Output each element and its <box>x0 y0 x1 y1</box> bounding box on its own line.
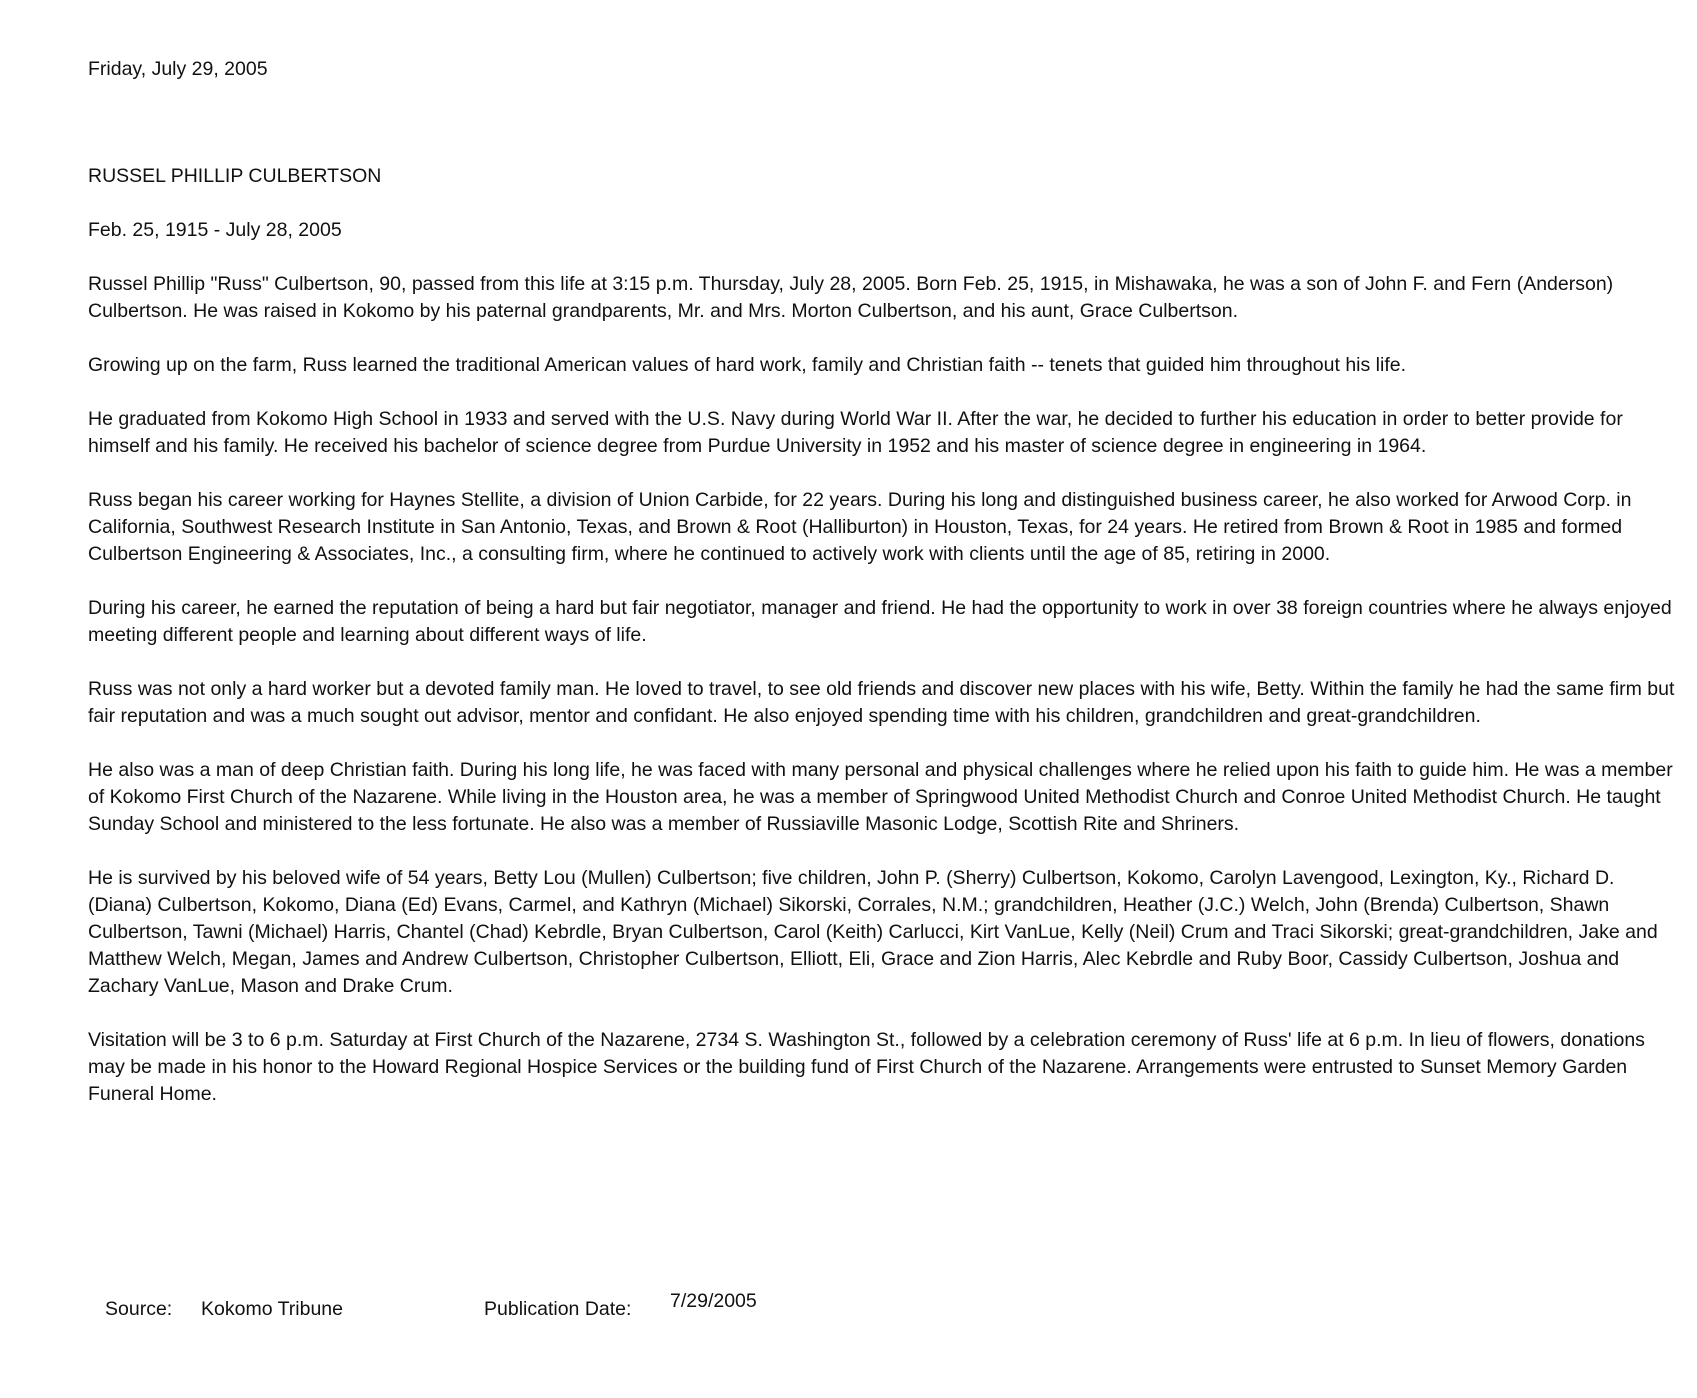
obituary-document <box>88 56 1678 1108</box>
obituary-paragraph-upbringing: Growing up on the farm, Russ learned the traditional American values of hard work, family and Christian faith -- tenets that guided him throughout his life. <box>88 354 1407 376</box>
obituary-paragraph-birth: Russel Phillip "Russ" Culbertson, 90, passed from this life at 3:15 p.m. Thursday, July 28, 2005. Born Feb. 25, 1915, in Mishawaka, he was a son of John F. and Fern (Anderson) Culbertson. He was raised in Kokomo by his paternal grandparents, Mr. and Mrs. Morton Culbertson, and his aunt, Grace Culbertson. <box>88 273 1614 322</box>
source-footer <box>105 1288 770 1323</box>
obituary-paragraph-survivors: He is survived by his beloved wife of 54 years, Betty Lou (Mullen) Culbertson; five children, John P. (Sherry) Culbertson, Kokomo, Carolyn Lavengood, Lexington, Ky., Richard D. (Diana) Culbertson, Kokomo, Diana (Ed) Evans, Carmel, and Kathryn (Michael) Sikorski, Corrales, N.M.; grandchildren, Heather (J.C.) Welch, John (Brenda) Culbertson, Shawn Culbertson, Tawni (Michael) Harris, Chantel (Chad) Kebrdle, Bryan Culbertson, Carol (Keith) Carlucci, Kirt VanLue, Kelly (Neil) Crum and Traci Sikorski; great-grandchildren, Jake and Matthew Welch, Megan, James and Andrew Culbertson, Christopher Culbertson, Elliott, Eli, Grace and Zion Harris, Alec Kebrdle and Ruby Boor, Cassidy Culbertson, Joshua and Zachary VanLue, Mason and Drake Crum. <box>88 867 1658 997</box>
obituary-paragraph-visitation: Visitation will be 3 to 6 p.m. Saturday at First Church of the Nazarene, 2734 S. Washington St., followed by a celebration ceremony of Russ' life at 6 p.m. In lieu of flowers, donations may be made in his honor to the Howard Regional Hospice Services or the building fund of First Church of the Nazarene. Arrangements were entrusted to Sunset Memory Garden Funeral Home. <box>88 1029 1645 1105</box>
obituary-paragraph-faith: He also was a man of deep Christian faith. During his long life, he was faced with many personal and physical challenges where he relied upon his faith to guide him. He was a member of Kokomo First Church of the Nazarene. While living in the Houston area, he was a member of Springwood United Methodist Church and Conroe United Methodist Church. He taught Sunday School and ministered to the less fortunate. He also was a member of Russiaville Masonic Lodge, Scottish Rite and Shriners. <box>88 759 1673 835</box>
publication-date-label: Publication Date: <box>484 1298 632 1320</box>
source-value: Kokomo Tribune <box>201 1298 343 1320</box>
obituary-paragraph-career: Russ began his career working for Haynes Stellite, a division of Union Carbide, for 22 years. During his long and distinguished business career, he also worked for Arwood Corp. in California, Southwest Research Institute in San Antonio, Texas, and Brown & Root (Halliburton) in Houston, Texas, for 24 years. He retired from Brown & Root in 1985 and formed Culbertson Engineering & Associates, Inc., a consulting firm, where he continued to actively work with clients until the age of 85, retiring in 2000. <box>88 489 1632 565</box>
obituary-paragraph-family: Russ was not only a hard worker but a devoted family man. He loved to travel, to see old friends and discover new places with his wife, Betty. Within the family he had the same firm but fair reputation and was a much sought out advisor, mentor and confidant. He also enjoyed spending time with his children, grandchildren and great-grandchildren. <box>88 678 1675 727</box>
document-date: Friday, July 29, 2005 <box>88 58 268 80</box>
obituary-paragraph-reputation: During his career, he earned the reputation of being a hard but fair negotiator, manager and friend. He had the opportunity to work in over 38 foreign countries where he always enjoyed meeting different people and learning about different ways of life. <box>88 597 1672 646</box>
obituary-paragraph-education: He graduated from Kokomo High School in 1933 and served with the U.S. Navy during World War II. After the war, he decided to further his education in order to better provide for himself and his family. He received his bachelor of science degree from Purdue University in 1952 and his master of science degree in engineering in 1964. <box>88 408 1623 457</box>
publication-date-value: 7/29/2005 <box>670 1290 757 1312</box>
source-label: Source: <box>105 1298 173 1320</box>
obituary-lifespan: Feb. 25, 1915 - July 28, 2005 <box>88 219 342 241</box>
obituary-name: RUSSEL PHILLIP CULBERTSON <box>88 165 382 187</box>
